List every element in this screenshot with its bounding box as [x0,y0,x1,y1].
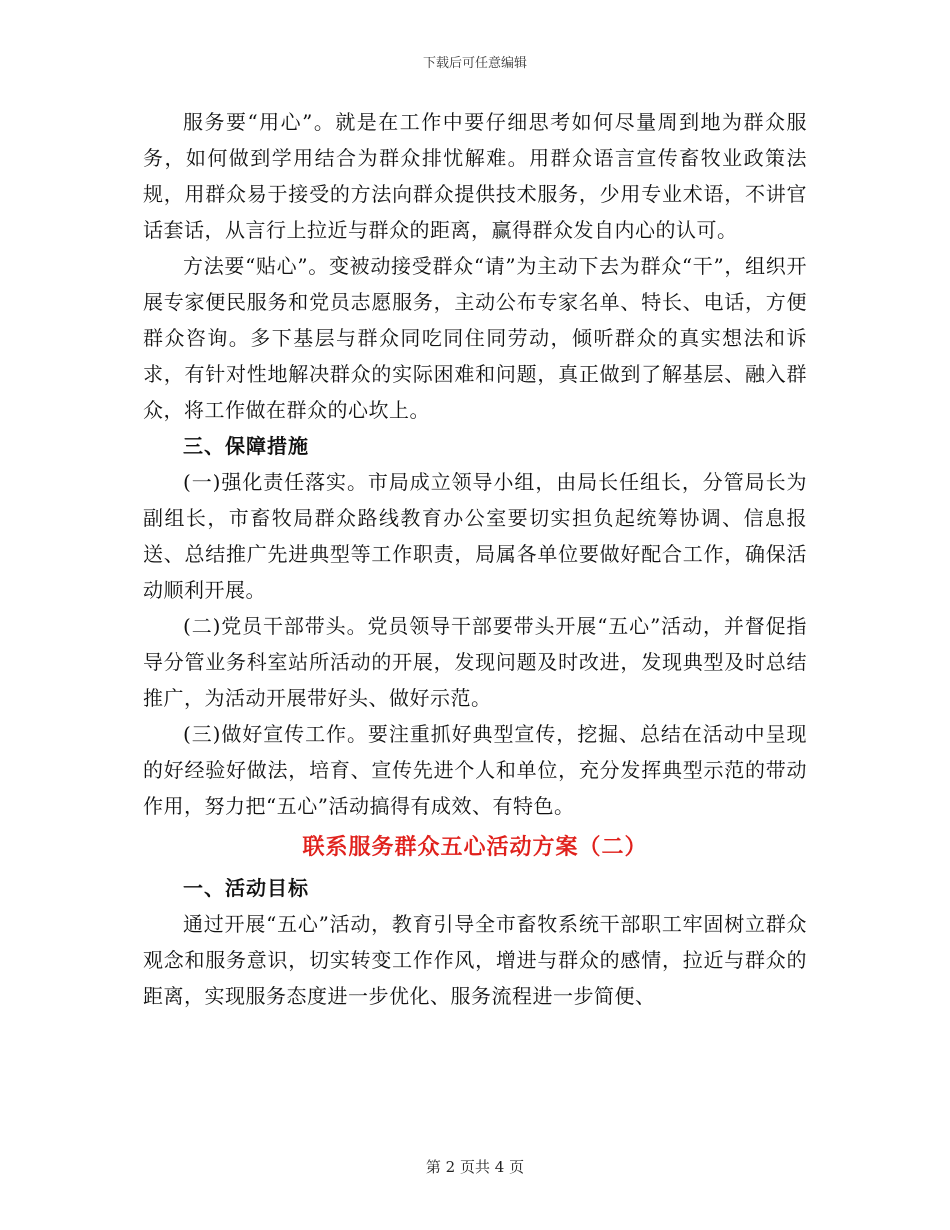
document-body [143,104,807,1014]
paragraph-responsibility: (一)强化责任落实。市局成立领导小组，由局长任组长，分管局长为副组长，市畜牧局群众路线教育办公室要切实担负起统筹协调、信息报送、总结推广先进典型等工作职责，局属各单位要做好配合工作，确保活动顺利开展。 [143,470,807,602]
page-footer: 第 2 页共 4 页 [425,1158,525,1176]
paragraph-goals: 通过开展“五心”活动，教育引导全市畜牧系统干部职工牢固树立群众观念和服务意识，切实转变工作作风，增进与群众的感情，拉近与群众的距离，实现服务态度进一步优化、服务流程进一步简便、 [143,912,807,1008]
paragraph-service-heart: 服务要“用心”。就是在工作中要仔细思考如何尽量周到地为群众服务，如何做到学用结合为群众排忧解难。用群众语言宣传畜牧业政策法规，用群众易于接受的方法向群众提供技术服务，少用专业术语，不讲官话套话，从言行上拉近与群众的距离，赢得群众发自内心的认可。 [143,110,807,242]
page-header: 下载后可任意编辑 [422,56,527,71]
paragraph-method-heart: 方法要“贴心”。变被动接受群众“请”为主动下去为群众“干”，组织开展专家便民服务和党员志愿服务，主动公布专家名单、特长、电话，方便群众咨询。多下基层与群众同吃同住同劳动，倾听群众的真实想法和诉求，有针对性地解决群众的实际困难和问题，真正做到了解基层、融入群众，将工作做在群众的心坎上。 [143,254,807,422]
paragraph-publicity: (三)做好宣传工作。要注重抓好典型宣传，挖掘、总结在活动中呈现的好经验好做法，培育、宣传先进个人和单位，充分发挥典型示范的带动作用，努力把“五心”活动搞得有成效、有特色。 [143,722,807,818]
document-title-part-two: 联系服务群众五心活动方案（二） [302,835,648,860]
section-heading-goals: 一、活动目标 [183,876,309,900]
paragraph-cadres-lead: (二)党员干部带头。党员领导干部要带头开展“五心”活动，并督促指导分管业务科室站所活动的开展，发现问题及时改进，发现典型及时总结推广，为活动开展带好头、做好示范。 [143,614,807,710]
section-heading-safeguards: 三、保障措施 [183,434,309,458]
